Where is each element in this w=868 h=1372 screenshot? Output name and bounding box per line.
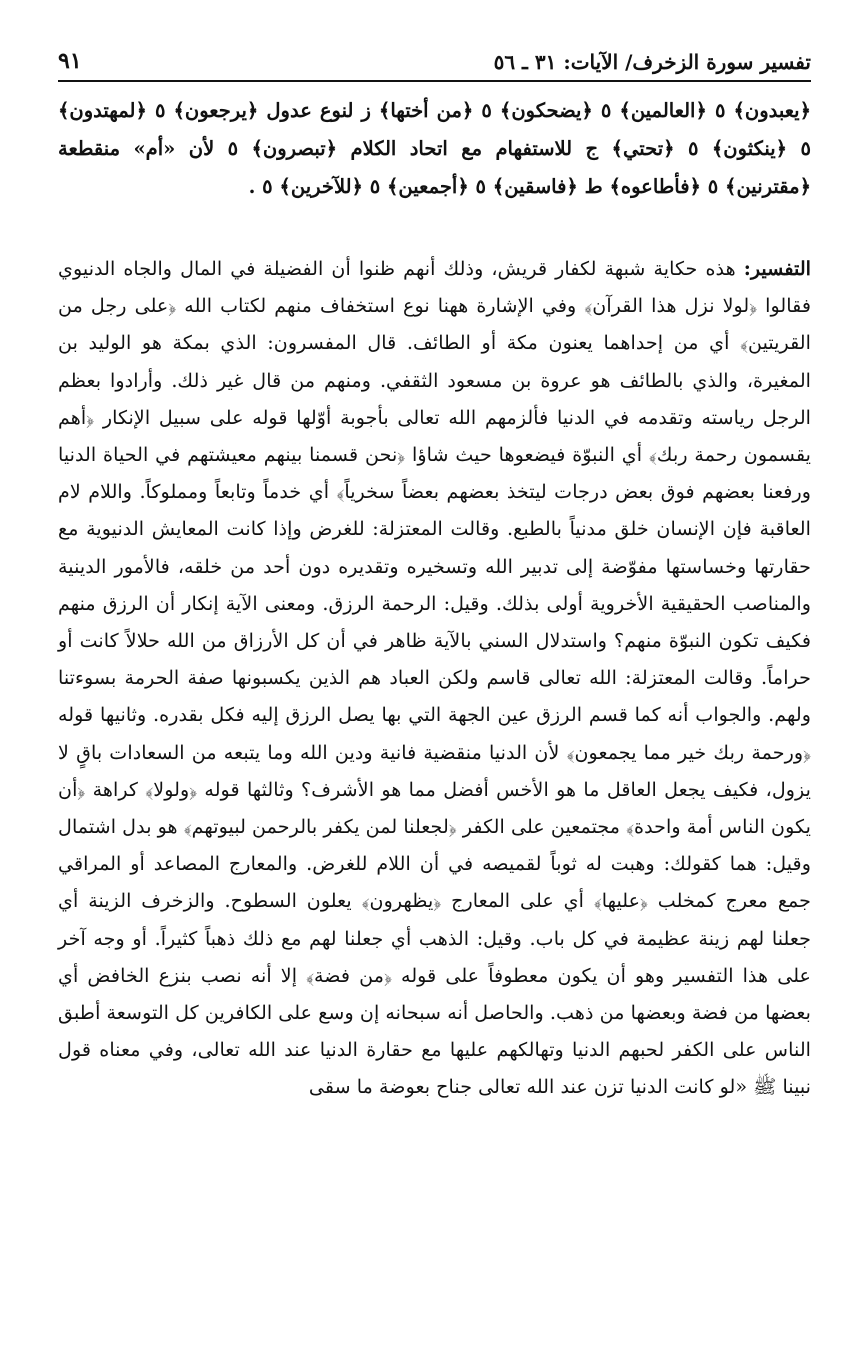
tafsir-label: التفسير: (743, 257, 811, 280)
running-header (58, 40, 811, 82)
tafsir-paragraph (58, 250, 811, 1106)
tafsir-body: هذه حكاية شبهة لكفار قريش، وذلك أنهم ظنوا أن الفضيلة في المال والجاه الدنيوي فقالوا ﴿لولا نزل هذا القرآن﴾ وفي الإشارة ههنا نوع استخفاف منهم لكتاب الله ﴿على رجل من القريتين﴾ أي من إحداهما يعنون مكة أو الطائف. قال المفسرون: الذي بمكة هو الوليد بن المغيرة، والذي بالطائف هو عروة بن مسعود الثقفي. ومنهم من قال غير ذلك. وأرادوا بعظم الرجل رياسته وتقدمه في الدنيا فألزمهم الله تعالى بأجوبة أوّلها قوله على سبيل الإنكار ﴿أهم يقسمون رحمة ربك﴾ أي النبوّة فيضعوها حيث شاؤا ﴿نحن قسمنا بينهم معيشتهم في الحياة الدنيا ورفعنا بعضهم فوق بعض درجات ليتخذ بعضهم بعضاً سخرياً﴾ أي خدماً وتابعاً ومملوكاً. واللام لام العاقبة فإن الإنسان خلق مدنياً بالطبع. وقالت المعتزلة: للغرض وإذا كانت المعايش الدنيوية مع حقارتها وخساستها مفوّضة إلى تدبير الله وتسخيره وتقديره دون أحد من خلقه، فالأمور الدينية والمناصب الحقيقية الأخروية أولى بذلك. وقيل: الرحمة الرزق. ومعنى الآية إنكار أن الرزق منهم فكيف تكون النبوّة منهم؟ واستدلال السني بالآية ظاهر في أن كل الأرزاق من الله حلالاً كانت أو حراماً. وقالت المعتزلة: الله تعالى قاسم ولكن العباد هم الذين يكسبونها صفة الحرمة بسوءتنا ولهم. والجواب أنه كما قسم الرزق عين الجهة التي بها يصل الرزق إليه فكل بقدره. وثانيها قوله ﴿ورحمة ربك خير مما يجمعون﴾ لأن الدنيا منقضية فانية ودين الله وما يتبعه من السعادات باقٍ لا يزول، فكيف يجعل العاقل ما هو الأخس أفضل مما هو الأشرف؟ وثالثها قوله ﴿ولولا﴾ كراهة ﴿أن يكون الناس أمة واحدة﴾ مجتمعين على الكفر ﴿لجعلنا لمن يكفر بالرحمن لبيوتهم﴾ هو بدل اشتمال وقيل: هما كقولك: وهبت له ثوباً لقميصه في أن اللام للغرض. والمعارج المصاعد أو المراقي جمع معرج كمخلب ﴿عليها﴾ أي على المعارج ﴿يظهرون﴾ يعلون السطوح. والزخرف الزينة أي جعلنا لهم زينة عظيمة في كل باب. وقيل: الذهب أي جعلنا لهم مع ذلك ذهباً كثيراً. أو وجه آخر على هذا التفسير وهو أن يكون معطوفاً على قوله ﴿من فضة﴾ إلا أنه نصب بنزع الخافض أي بعضها من فضة وبعضها من ذهب. والحاصل أنه سبحانه إن وسع على الكافرين كل التوسعة أطبق الناس على الكفر لحبهم الدنيا وتهالكهم عليها مع حقارة الدنيا عند الله تعالى، وفي معناه قول نبينا ﷺ «لو كانت الدنيا تزن عند الله تعالى جناح بعوضة ما سقى (58, 257, 811, 1099)
page-number: ٩١ (58, 48, 82, 74)
waqf-notes-paragraph: ﴿يعبدون﴾ ٥ ﴿العالمين﴾ ٥ ﴿يضحكون﴾ ٥ ﴿من أختها﴾ ز لنوع عدول ﴿يرجعون﴾ ٥ ﴿لمهتدون﴾ ٥ ﴿ينكثون﴾ ٥ ﴿تحتي﴾ ج للاستفهام مع اتحاد الكلام ﴿تبصرون﴾ ٥ لأن «أم» منقطعة ﴿مقترنين﴾ ٥ ﴿فأطاعوه﴾ ط ﴿فاسقين﴾ ٥ ﴿أجمعين﴾ ٥ ﴿للآخرين﴾ ٥ . (58, 99, 811, 198)
tafsir-section (58, 250, 811, 1106)
running-title: تفسير سورة الزخرف/ الآيات: ٣١ ـ ٥٦ (493, 50, 811, 74)
